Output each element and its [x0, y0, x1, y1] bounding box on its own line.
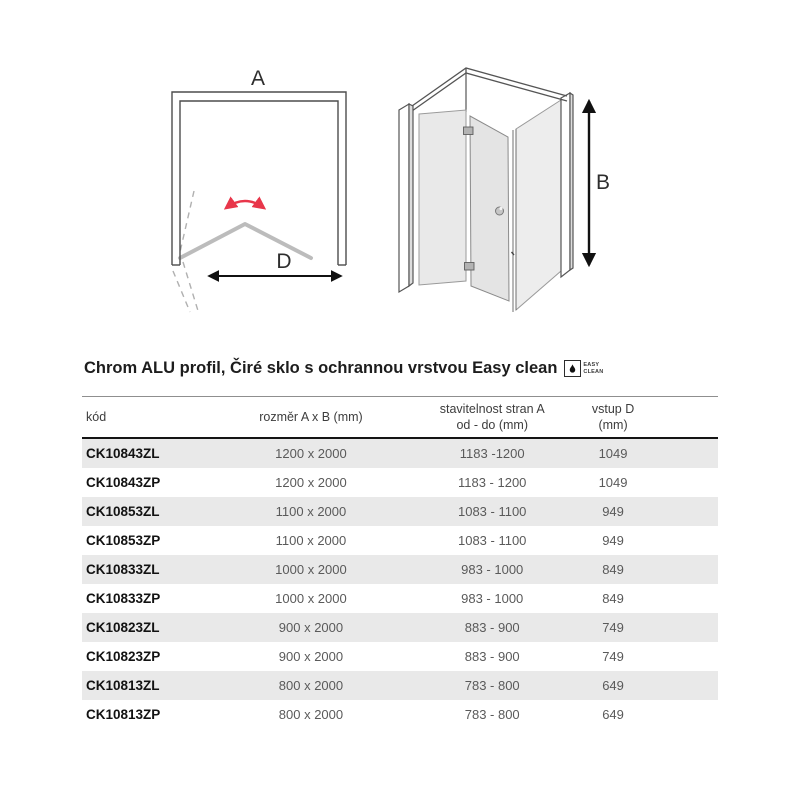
fixed-glass-panel [419, 110, 466, 285]
cell-kod: CK10813ZP [86, 707, 161, 723]
table-row [82, 584, 718, 613]
easy-clean-label [583, 362, 603, 375]
door-knob-icon [496, 207, 504, 215]
table-row [82, 642, 718, 671]
cell-kod: CK10843ZL [86, 446, 160, 462]
cell-kod: CK10833ZL [86, 562, 160, 578]
front-view-diagram [130, 55, 360, 335]
cell-vstup: 649 [602, 707, 624, 723]
table-row [82, 671, 718, 700]
easy-clean-badge [564, 360, 603, 377]
column-header-kod: kód [82, 397, 196, 439]
cell-rozmer: 1200 x 2000 [275, 475, 347, 491]
section-title: Chrom ALU profil, Čiré sklo s ochrannou vrstvou Easy clean [84, 359, 558, 377]
cell-stavitelnost: 883 - 900 [464, 649, 520, 665]
table-header [82, 397, 718, 439]
table-row [82, 438, 718, 468]
swing-arrow-icon [226, 201, 264, 208]
cell-filler [667, 642, 718, 671]
cell-vstup: 949 [602, 504, 624, 520]
cell-vstup: 1049 [598, 475, 628, 491]
perspective-diagram [388, 45, 625, 335]
label-b: B [596, 171, 611, 194]
left-wall-profile [399, 104, 413, 292]
cell-kod: CK10853ZL [86, 504, 160, 520]
table-row [82, 700, 718, 729]
cell-stavitelnost: 1083 - 1100 [457, 504, 527, 520]
table-row [82, 497, 718, 526]
cell-filler [667, 497, 718, 526]
cell-filler [667, 700, 718, 729]
cell-vstup: 749 [602, 620, 624, 636]
droplet-icon [564, 360, 581, 377]
side-panel-front-edge [513, 129, 516, 312]
cell-rozmer: 900 x 2000 [278, 620, 344, 636]
cell-rozmer: 800 x 2000 [278, 707, 344, 723]
top-brace-bar [412, 68, 567, 111]
right-wall-profile [561, 93, 573, 277]
cell-stavitelnost: 1083 - 1100 [457, 533, 527, 549]
cell-stavitelnost: 883 - 900 [464, 620, 520, 636]
cell-rozmer: 1100 x 2000 [275, 504, 347, 520]
table-row [82, 468, 718, 497]
door-swing-dashed-lines [173, 191, 199, 314]
cell-kod: CK10813ZL [86, 678, 160, 694]
cell-rozmer: 1000 x 2000 [275, 562, 347, 578]
cell-rozmer: 800 x 2000 [278, 678, 344, 694]
cell-stavitelnost: 783 - 800 [464, 678, 520, 694]
product-table [82, 396, 718, 729]
cell-vstup: 749 [602, 649, 624, 665]
cell-kod: CK10833ZP [86, 591, 161, 607]
product-table-wrap [82, 396, 718, 729]
cell-stavitelnost: 983 - 1000 [461, 591, 524, 607]
latch-mark [512, 252, 515, 255]
cell-stavitelnost: 1183 - 1200 [457, 475, 527, 491]
cell-kod: CK10823ZL [86, 620, 160, 636]
cell-filler [667, 584, 718, 613]
title-row [84, 359, 603, 378]
cell-kod: CK10853ZP [86, 533, 161, 549]
cell-vstup: 949 [602, 533, 624, 549]
cell-filler [667, 468, 718, 497]
cell-vstup: 849 [602, 562, 624, 578]
cell-stavitelnost: 983 - 1000 [461, 562, 524, 578]
label-a: A [250, 67, 266, 90]
table-row [82, 613, 718, 642]
cell-filler [667, 526, 718, 555]
cell-kod: CK10843ZP [86, 475, 161, 491]
cell-kod: CK10823ZP [86, 649, 161, 665]
column-header-stavitelnost: stavitelnost stran A od - do (mm) [425, 397, 559, 439]
enclosure-frame [172, 92, 346, 265]
easy-clean-line2: CLEAN [583, 368, 604, 375]
label-d: D [276, 250, 292, 273]
cell-filler [667, 555, 718, 584]
side-glass-panel [516, 100, 561, 310]
cell-vstup: 849 [602, 591, 624, 607]
cell-filler [667, 438, 718, 468]
table-row [82, 526, 718, 555]
cell-rozmer: 1100 x 2000 [275, 533, 347, 549]
cell-vstup: 1049 [598, 446, 628, 462]
cell-rozmer: 1200 x 2000 [275, 446, 347, 462]
cell-filler [667, 671, 718, 700]
easy-clean-line1: EASY [583, 362, 600, 369]
column-header-rozmer: rozměr A x B (mm) [196, 397, 425, 439]
column-header-vstup: vstup D (mm) [559, 397, 667, 439]
cell-rozmer: 1000 x 2000 [275, 591, 347, 607]
cell-stavitelnost: 783 - 800 [464, 707, 520, 723]
cell-vstup: 649 [602, 678, 624, 694]
column-header-filler [667, 397, 718, 439]
table-row [82, 555, 718, 584]
cell-rozmer: 900 x 2000 [278, 649, 344, 665]
table-body [82, 438, 718, 729]
cell-filler [667, 613, 718, 642]
cell-stavitelnost: 1183 -1200 [459, 446, 525, 462]
